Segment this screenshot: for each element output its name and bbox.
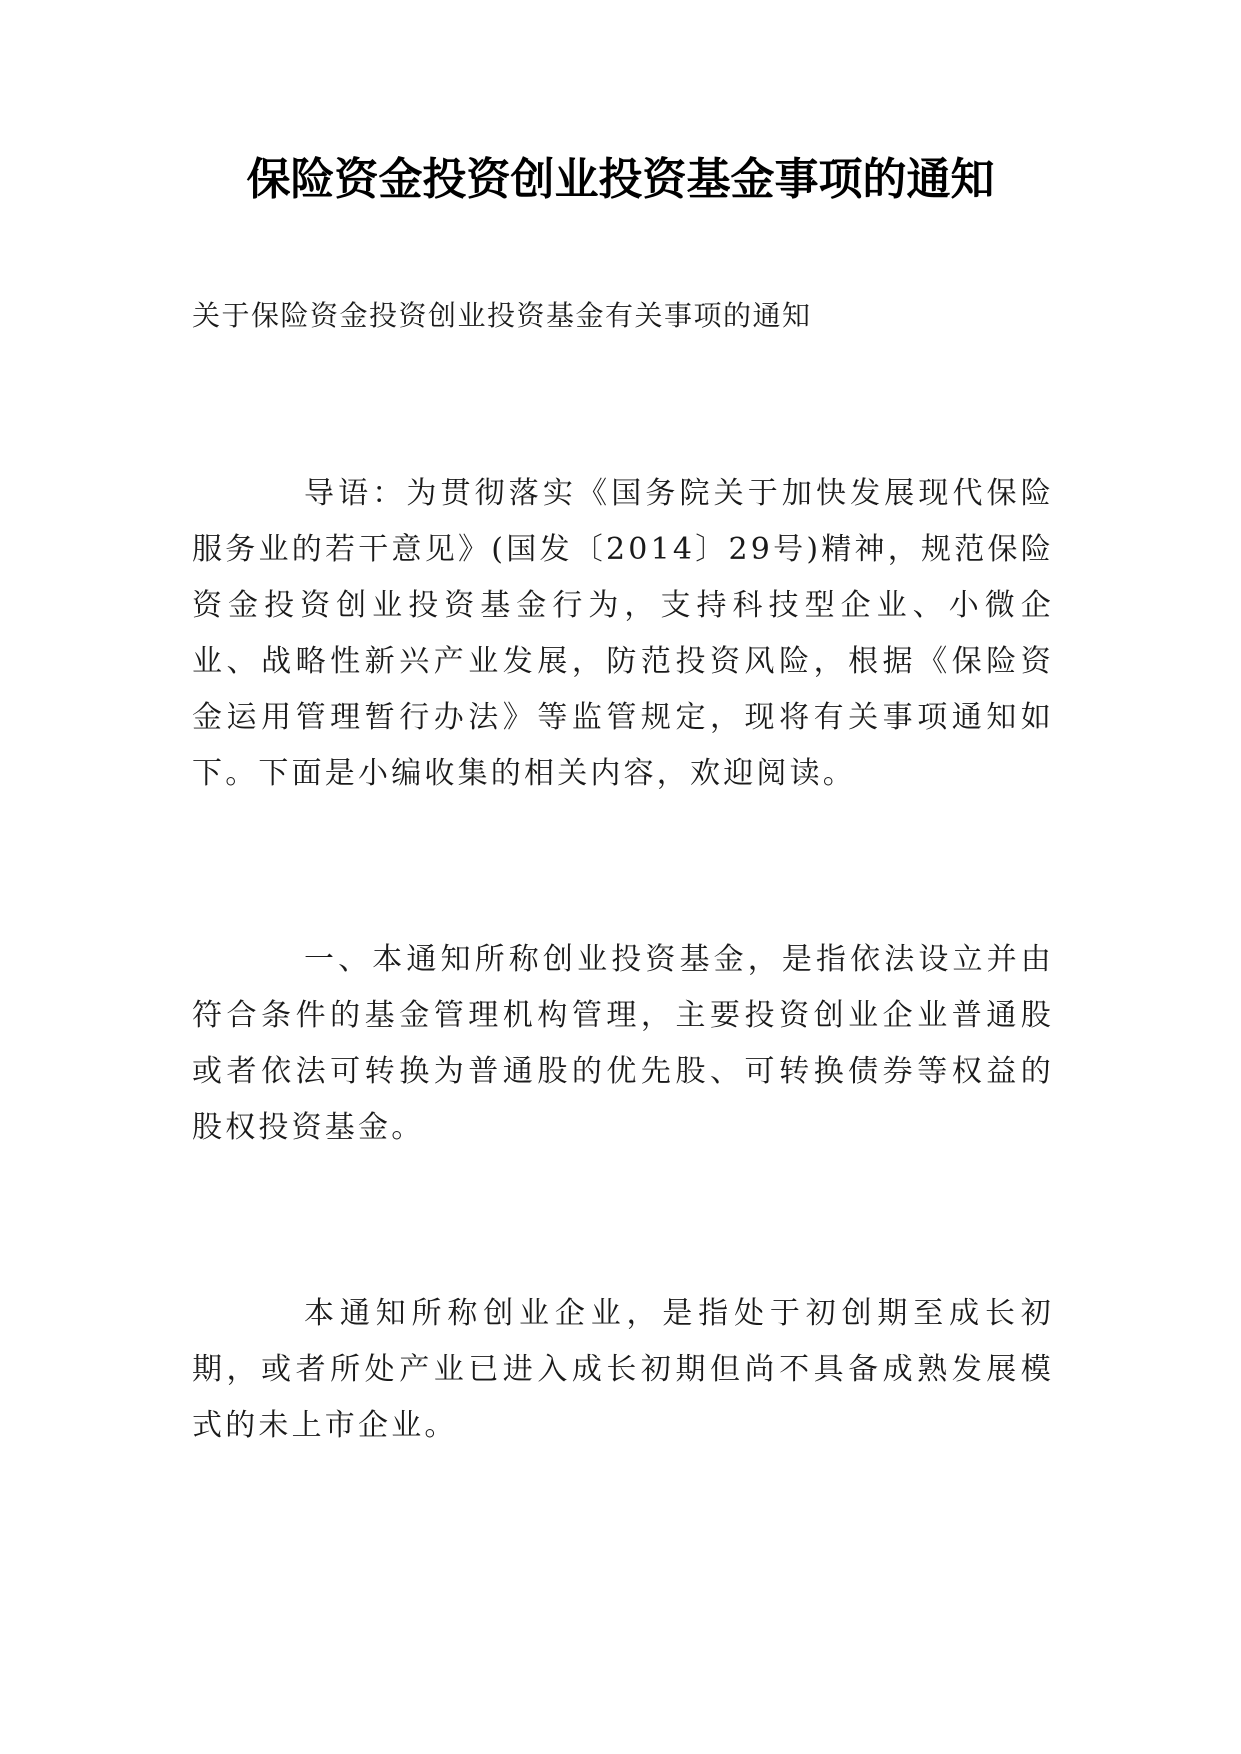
paragraph-definition-enterprise: 本通知所称创业企业，是指处于初创期至成长初期，或者所处产业已进入成长初期但尚不具备成熟发展模式的未上市企业。 (192, 1296, 1054, 1443)
paragraph-definition-fund: 一、本通知所称创业投资基金，是指依法设立并由符合条件的基金管理机构管理，主要投资创业企业普通股或者依法可转换为普通股的优先股、可转换债券等权益的股权投资基金。 (192, 942, 1054, 1145)
paragraph-intro: 导语：为贯彻落实《国务院关于加快发展现代保险服务业的若干意见》(国发〔2014〕29号)精神，规范保险资金投资创业投资基金行为，支持科技型企业、小微企业、战略性新兴产业发展，防范投资风险，根据《保险资金运用管理暂行办法》等监管规定，现将有关事项通知如下。下面是小编收集的相关内容，欢迎阅读。 (192, 476, 1054, 791)
document-title: 保险资金投资创业投资基金事项的通知 (246, 154, 995, 205)
document-subtitle: 关于保险资金投资创业投资基金有关事项的通知 (192, 299, 812, 332)
